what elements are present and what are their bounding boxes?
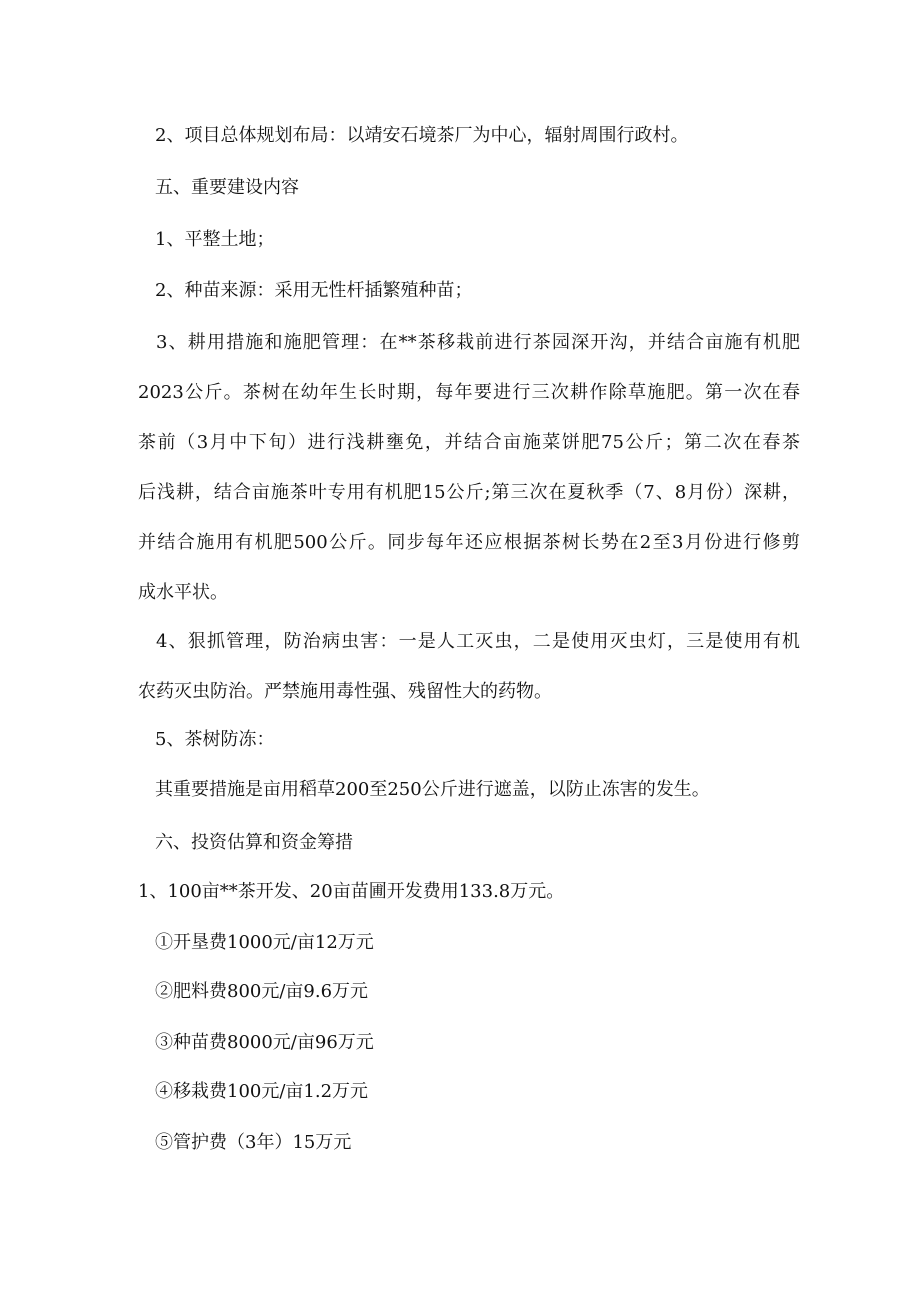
section-heading-construction: 五、重要建设内容 <box>155 177 299 198</box>
item-level-land: 1、平整土地； <box>155 229 275 250</box>
paragraph-pest-control <box>138 617 800 717</box>
item-project-layout: 2、项目总体规划布局：以靖安石境茶厂为中心，辐射周围行政村。 <box>155 125 689 146</box>
item-seedling-source: 2、种苗来源：采用无性杆插繁殖种苗； <box>155 280 473 301</box>
paragraph-line: 4、狠抓管理，防治病虫害：一是人工灭虫，二是使用灭虫灯，三是使用有机 <box>156 631 800 652</box>
paragraph-line: 成水平状。 <box>138 582 228 603</box>
cost-item: ③种苗费8000元/亩96万元 <box>155 1032 374 1053</box>
paragraph-line: 3、耕用措施和施肥管理：在**茶移栽前进行茶园深开沟，并结合亩施有机肥 <box>156 332 800 353</box>
cost-item: ④移栽费100元/亩1.2万元 <box>155 1081 369 1102</box>
paragraph-line: 农药灭虫防治。严禁施用毒性强、残留性大的药物。 <box>138 681 552 702</box>
cost-item: ②肥料费800元/亩9.6万元 <box>155 981 369 1002</box>
paragraph-line: 2023公斤。茶树在幼年生长时期，每年要进行三次耕作除草施肥。第一次在春 <box>138 382 800 403</box>
paragraph-line: 并结合施用有机肥500公斤。同步每年还应根据茶树长势在2至3月份进行修剪 <box>138 532 800 553</box>
paragraph-line: 茶前（3月中下旬）进行浅耕壅免，并结合亩施菜饼肥75公斤；第二次在春茶 <box>138 432 800 453</box>
cost-item: ⑤管护费（3年）15万元 <box>155 1132 352 1153</box>
paragraph-fertilizer-management <box>138 318 800 618</box>
investment-total: 1、100亩**茶开发、20亩苗圃开发费用133.8万元。 <box>138 881 565 902</box>
frost-protection-body: 其重要措施是亩用稻草200至250公斤进行遮盖，以防止冻害的发生。 <box>155 779 710 800</box>
item-frost-protection: 5、茶树防冻： <box>155 729 275 750</box>
cost-item: ①开垦费1000元/亩12万元 <box>155 932 374 953</box>
section-heading-investment: 六、投资估算和资金筹措 <box>155 832 353 853</box>
paragraph-line: 后浅耕，结合亩施茶叶专用有机肥15公斤;第三次在夏秋季（7、8月份）深耕， <box>138 482 800 503</box>
